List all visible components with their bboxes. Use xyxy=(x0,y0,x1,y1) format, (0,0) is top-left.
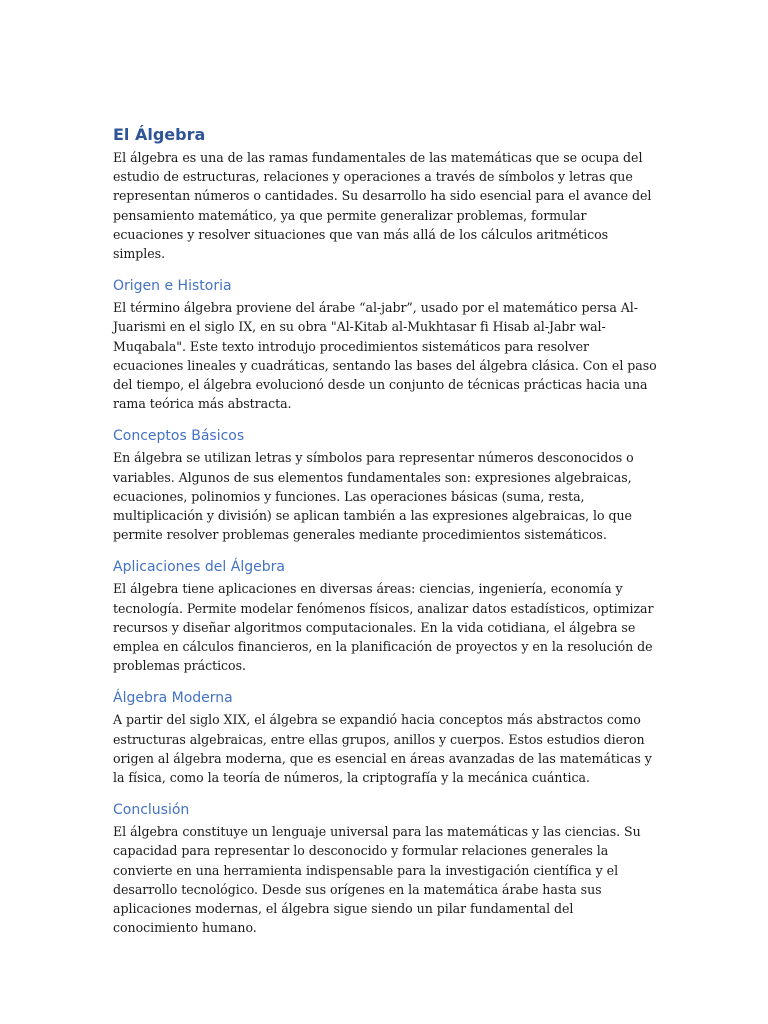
section-paragraph: El término álgebra proviene del árabe “al-jabr”, usado por el matemático persa Al-Juarismi en el siglo IX, en su obra "Al-Kitab al-Mukhtasar fi Hisab al-Jabr wal-Muqabala". Este texto introdujo procedimientos sistemáticos para resolver ecuaciones lineales y cuadráticas, sentando las bases del álgebra clásica. Con el paso del tiempo, el álgebra evolucionó desde un conjunto de técnicas prácticas hacia una rama teórica más abstracta. xyxy=(113,300,657,412)
section-paragraph: A partir del siglo XIX, el álgebra se expandió hacia conceptos más abstractos como estructuras algebraicas, entre ellas grupos, anillos y cuerpos. Estos estudios dieron origen al álgebra moderna, que es esencial en áreas avanzadas de las matemáticas y la física, como la teoría de números, la criptografía y la mecánica cuántica. xyxy=(113,712,652,786)
section-conclusion xyxy=(113,800,658,937)
section-conceptos-basicos xyxy=(113,426,658,544)
section-heading: Conceptos Básicos xyxy=(113,428,245,445)
section-algebra-moderna xyxy=(113,688,658,787)
section-paragraph: El álgebra tiene aplicaciones en diversas áreas: ciencias, ingeniería, economía y tecnología. Permite modelar fenómenos físicos, analizar datos estadísticos, optimizar recursos y diseñar algoritmos computacionales. En la vida cotidiana, el álgebra se emplea en cálculos financieros, en la planificación de proyectos y en la resolución de problemas prácticos. xyxy=(113,581,654,674)
section-heading: Origen e Historia xyxy=(113,278,232,295)
section-paragraph: El álgebra constituye un lenguaje universal para las matemáticas y las ciencias. Su capacidad para representar lo desconocido y formular relaciones generales la convierte en una herramienta indispensable para la investigación científica y el desarrollo tecnológico. Desde sus orígenes en la matemática árabe hasta sus aplicaciones modernas, el álgebra sigue siendo un pilar fundamental del conocimiento humano. xyxy=(113,824,641,936)
section-heading: Aplicaciones del Álgebra xyxy=(113,559,285,576)
document-page xyxy=(113,124,658,938)
section-paragraph: En álgebra se utilizan letras y símbolos para representar números desconocidos o variables. Algunos de sus elementos fundamentales son: expresiones algebraicas, ecuaciones, polinomios y funciones. Las operaciones básicas (suma, resta, multiplicación y división) se aplican también a las expresiones algebraicas, lo que permite resolver problemas generales mediante procedimientos sistemáticos. xyxy=(113,450,634,543)
section-origen-historia xyxy=(113,276,658,413)
section-aplicaciones xyxy=(113,557,658,675)
section-heading: Álgebra Moderna xyxy=(113,690,233,707)
document-title: El Álgebra xyxy=(113,125,206,144)
intro-paragraph: El álgebra es una de las ramas fundamentales de las matemáticas que se ocupa del estudio de estructuras, relaciones y operaciones a través de símbolos y letras que representan números o cantidades. Su desarrollo ha sido esencial para el avance del pensamiento matemático, ya que permite generalizar problemas, formular ecuaciones y resolver situaciones que van más allá de los cálculos aritméticos simples. xyxy=(113,150,652,262)
section-heading: Conclusión xyxy=(113,802,190,819)
